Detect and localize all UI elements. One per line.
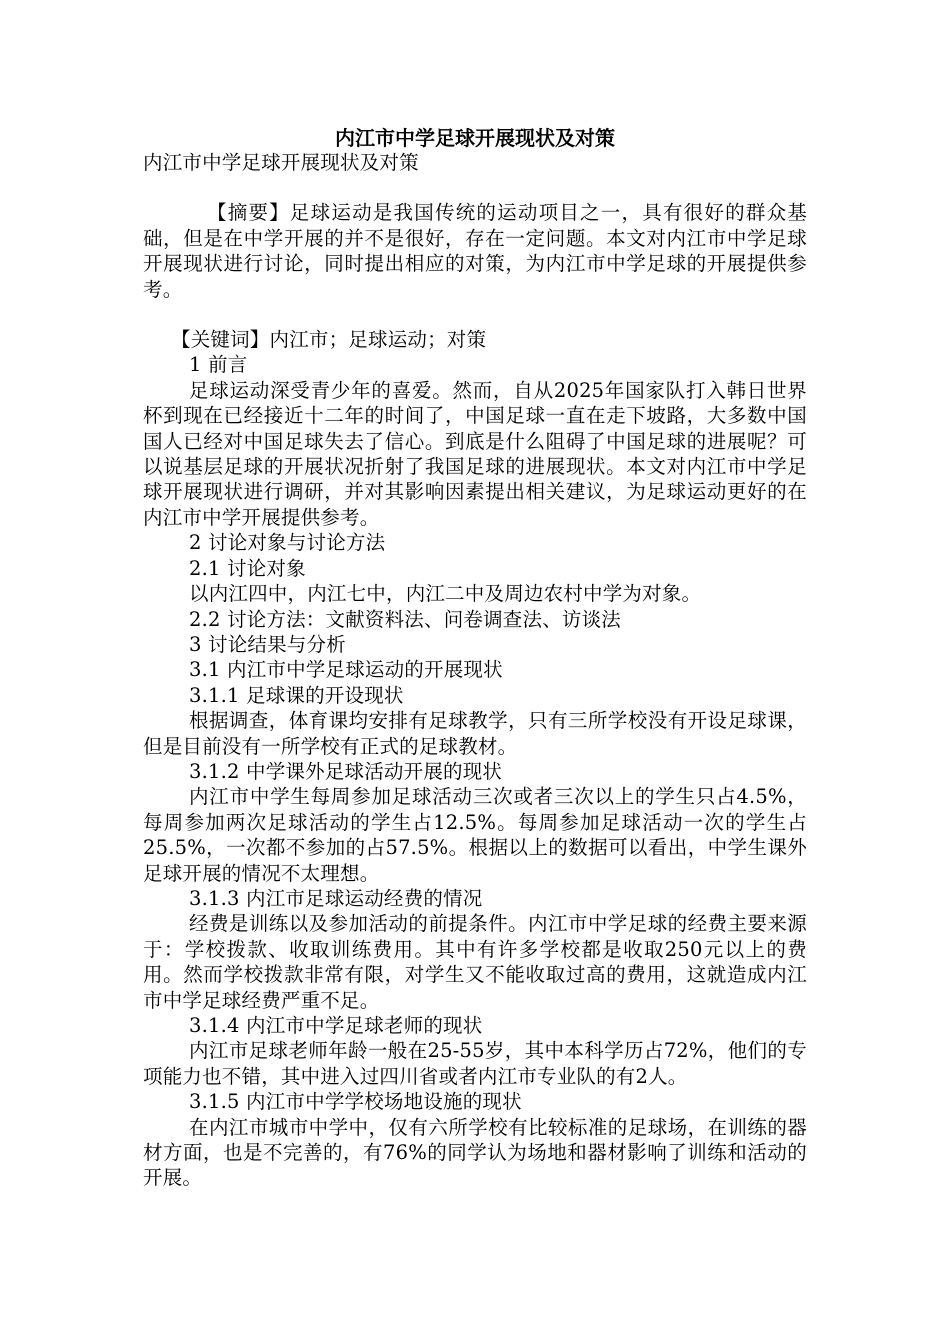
subsection-heading-facilities: 3.1.5 内江市中学学校场地设施的现状	[189, 1090, 522, 1114]
section-heading-results: 3 讨论结果与分析	[189, 632, 346, 656]
section-heading-introduction: 1 前言	[189, 353, 248, 377]
document-title: 内江市中学足球开展现状及对策	[335, 126, 615, 150]
funding-paragraph: 经费是训练以及参加活动的前提条件。内江市中学足球的经费主要来源于：学校拨款、收取训练费用。其中有许多学校都是收取250元以上的费用。然而学校拨款非常有限，对学生又不能收取过高的费用，这就造成内江市中学足球经费严重不足。	[143, 912, 807, 1012]
abstract-paragraph: 【摘要】足球运动是我国传统的运动项目之一，具有很好的群众基础，但是在中学开展的并不是很好，存在一定问题。本文对内江市中学足球开展现状进行讨论，同时提出相应的对策，为内江市中学足球的开展提供参考。	[143, 201, 807, 301]
football-class-paragraph: 根据调查，体育课均安排有足球教学，只有三所学校没有开设足球课，但是目前没有一所学校有正式的足球教材。	[143, 709, 807, 758]
section-heading-methods: 2 讨论对象与讨论方法	[189, 531, 386, 555]
subsection-heading-football-class: 3.1.1 足球课的开设现状	[189, 683, 404, 707]
subsection-heading-current-status: 3.1 内江市中学足球运动的开展现状	[189, 658, 503, 682]
teachers-paragraph: 内江市足球老师年龄一般在25-55岁，其中本科学历占72%，他们的专项能力也不错，其中进入过四川省或者内江市专业队的有2人。	[143, 1039, 807, 1088]
introduction-paragraph: 足球运动深受青少年的喜爱。然而，自从2025年国家队打入韩日世界杯到现在已经接近十二年的时间了，中国足球一直在走下坡路，大多数中国国人已经对中国足球失去了信心。到底是什么阻碍了中国足球的进展呢？可以说基层足球的开展状况折射了我国足球的进展现状。本文对内江市中学足球开展现状进行调研，并对其影响因素提出相关建议，为足球运动更好的在内江市中学开展提供参考。	[143, 378, 807, 529]
extracurricular-paragraph: 内江市中学生每周参加足球活动三次或者三次以上的学生只占4.5%，每周参加两次足球活动的学生占12.5%。每周参加足球活动一次的学生占25.5%，一次都不参加的占57.5%。根据以上的数据可以看出，中学生课外足球开展的情况不太理想。	[143, 785, 807, 885]
keywords-line: 【关键词】内江市；足球运动；对策	[171, 328, 487, 352]
subsection-heading-funding: 3.1.3 内江市足球运动经费的情况	[189, 886, 483, 910]
document-body	[143, 150, 807, 1191]
document-subtitle: 内江市中学足球开展现状及对策	[143, 151, 419, 174]
subsection-heading-subjects: 2.1 讨论对象	[189, 556, 306, 580]
subjects-paragraph: 以内江四中，内江七中，内江二中及周边农村中学为对象。	[189, 582, 702, 606]
subsection-heading-extracurricular: 3.1.2 中学课外足球活动开展的现状	[189, 759, 503, 783]
subsection-heading-methods: 2.2 讨论方法：文献资料法、问卷调查法、访谈法	[189, 607, 622, 631]
subsection-heading-teachers: 3.1.4 内江市中学足球老师的现状	[189, 1014, 483, 1037]
facilities-paragraph: 在内江市城市中学中，仅有六所学校有比较标准的足球场，在训练的器材方面，也是不完善的，有76%的同学认为场地和器材影响了训练和活动的开展。	[143, 1115, 807, 1190]
